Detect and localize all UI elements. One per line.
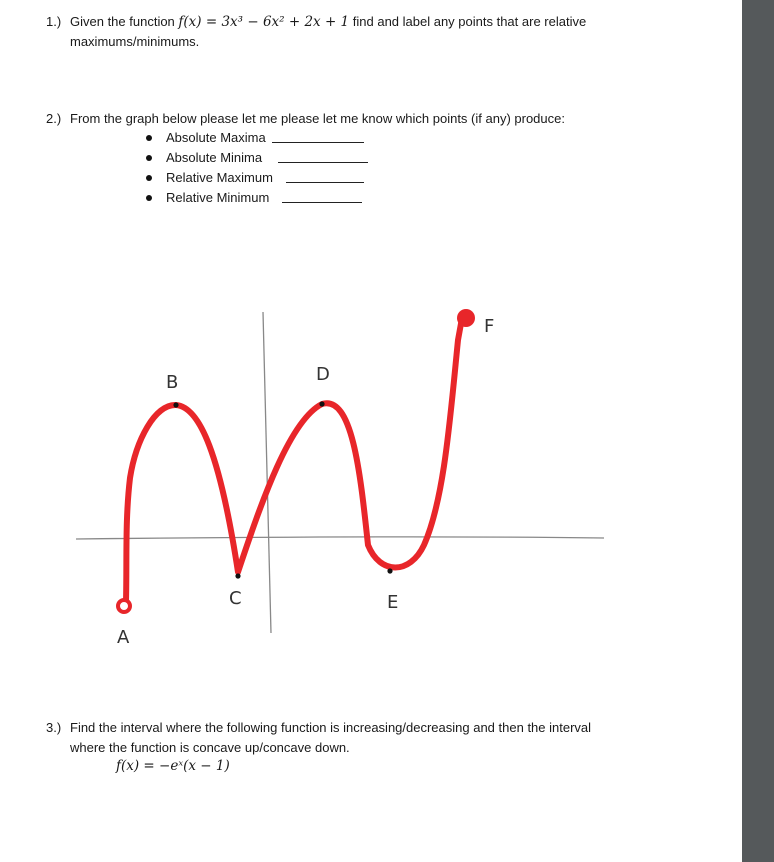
question-3-line1: Find the interval where the following function is increasing/decreasing and then the interval: [70, 720, 592, 735]
question-2-prompt: From the graph below please let me please let me know which points (if any) produce:: [70, 111, 565, 126]
point-e-mark: [387, 568, 392, 573]
scrollbar[interactable]: [742, 0, 774, 862]
point-label-a: A: [117, 627, 130, 648]
point-f-closed-dot: [457, 309, 475, 327]
point-b-mark: [173, 402, 178, 407]
point-a-open-dot: [118, 600, 130, 612]
list-item-label: Absolute Maxima: [166, 130, 266, 145]
list-item-label: Relative Maximum: [166, 170, 273, 185]
function-curve: [126, 318, 462, 601]
question-3-function: f(x) = −eˣ(x − 1): [116, 758, 230, 774]
list-item-label: Relative Minimum: [166, 190, 270, 205]
point-c-mark: [235, 573, 240, 578]
x-axis: [76, 537, 604, 539]
question-1-function: f(x) = 3x³ − 6x² + 2x + 1: [178, 14, 350, 30]
question-1-line2: maximums/minimums.: [70, 34, 200, 49]
question-1-prefix: Given the function: [70, 14, 179, 29]
question-2-number: 2.): [46, 111, 62, 126]
point-label-d: D: [316, 364, 330, 385]
question-1-suffix: find and label any points that are relative: [349, 14, 587, 29]
question-3-line2: where the function is concave up/concave down.: [70, 740, 350, 755]
question-3: [46, 718, 736, 778]
y-axis: [263, 312, 271, 633]
point-label-e: E: [387, 592, 399, 613]
list-item-label: Absolute Minima: [166, 150, 263, 165]
question-1-number: 1.): [46, 14, 62, 29]
question-3-number: 3.): [46, 720, 62, 735]
point-label-f: F: [484, 316, 495, 337]
point-label-c: C: [229, 588, 242, 609]
point-d-mark: [319, 401, 324, 406]
point-label-b: B: [166, 372, 179, 393]
